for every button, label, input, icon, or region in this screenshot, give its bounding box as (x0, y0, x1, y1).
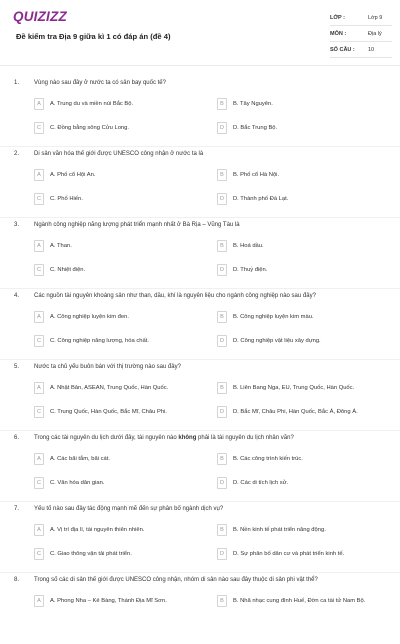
option-letter-box: C (34, 406, 44, 418)
question-text: Vùng nào sau đây ở nước ta có sân bay quốc tế? (34, 80, 166, 86)
answer-option-c[interactable] (34, 476, 202, 490)
option-letter-box: B (217, 311, 227, 323)
option-text: D. Bắc Trung Bộ. (233, 125, 278, 131)
option-letter-box: D (217, 335, 227, 347)
option-letter-box: D (217, 548, 227, 560)
option-text: D. Thành phố Đà Lạt. (233, 196, 289, 202)
quizizz-logo: QUIZIZZ (13, 9, 67, 24)
answer-option-c[interactable] (34, 334, 202, 348)
worksheet-header (0, 0, 400, 66)
question-list (0, 76, 400, 644)
option-letter-box: A (34, 169, 44, 181)
option-text: B. Nhã nhạc cung đình Huế, Đờn ca tài tử Nam Bộ. (233, 598, 366, 604)
question-text: Nước ta chủ yếu buôn bán với thị trường nào sau đây? (34, 364, 181, 370)
option-letter-box: B (217, 453, 227, 465)
option-text: D. Bắc Mĩ, Châu Phi, Hàn Quốc, Bắc Á, Đông Á. (233, 409, 358, 415)
answer-option-c[interactable] (34, 121, 202, 135)
answer-option-a[interactable] (34, 452, 202, 466)
question-item (0, 218, 400, 289)
option-letter-box: A (34, 311, 44, 323)
answer-option-a[interactable] (34, 239, 202, 253)
option-text: B. Hoá dầu. (233, 243, 264, 249)
option-text: D. Các di tích lịch sử. (233, 480, 289, 486)
question-item (0, 360, 400, 431)
question-number: 2. (14, 151, 20, 157)
answer-option-c[interactable] (34, 263, 202, 277)
option-text: C. Giao thông vận tải phát triển. (50, 551, 132, 557)
question-text-emphasis: không (178, 435, 197, 441)
option-text: B. Liên Bang Nga, EU, Trung Quốc, Hàn Quốc. (233, 385, 355, 391)
option-text: C. Công nghiệp năng lượng, hóa chất. (50, 338, 149, 344)
option-text: C. Nhiệt điện. (50, 267, 86, 273)
answer-option-b[interactable] (217, 452, 385, 466)
answer-option-d[interactable] (217, 405, 385, 419)
option-text: D. Công nghiệp vật liệu xây dựng. (233, 338, 321, 344)
option-letter-box: C (34, 122, 44, 134)
option-letter-box: A (34, 382, 44, 394)
option-letter-box: D (217, 477, 227, 489)
answer-option-a[interactable] (34, 594, 202, 608)
question-text-end: phải là tài nguyên du lịch nhân văn? (196, 435, 294, 441)
option-text: A. Phong Nha – Kẻ Bàng, Thánh Địa Mĩ Sơn. (50, 598, 167, 604)
answer-option-b[interactable] (217, 381, 385, 395)
answer-option-a[interactable] (34, 310, 202, 324)
option-text: A. Than. (50, 243, 72, 249)
question-item (0, 431, 400, 502)
meta-label: SỐ CÂU : (330, 46, 355, 53)
question-item (0, 573, 400, 644)
answer-option-d[interactable] (217, 476, 385, 490)
meta-label: LỚP : (330, 14, 345, 21)
answer-option-c[interactable] (34, 547, 202, 561)
option-text: B. Các công trình kiến trúc. (233, 456, 303, 462)
option-letter-box: D (217, 193, 227, 205)
question-number: 7. (14, 506, 20, 512)
answer-option-b[interactable] (217, 168, 385, 182)
option-text: B. Phố cổ Hà Nội. (233, 172, 280, 178)
meta-row-subject (330, 26, 392, 42)
answer-option-b[interactable] (217, 594, 385, 608)
option-text: C. Trung Quốc, Hàn Quốc, Bắc Mĩ, Châu Phi. (50, 409, 167, 415)
option-letter-box: C (34, 548, 44, 560)
option-letter-box: D (217, 122, 227, 134)
meta-label: MÔN : (330, 30, 347, 37)
answer-option-a[interactable] (34, 381, 202, 395)
answer-option-b[interactable] (217, 523, 385, 537)
option-text: B. Nền kinh tế phát triển năng động. (233, 527, 326, 533)
answer-option-b[interactable] (217, 239, 385, 253)
answer-option-c[interactable] (34, 405, 202, 419)
meta-row-question-count (330, 42, 392, 58)
answer-option-a[interactable] (34, 168, 202, 182)
question-item (0, 76, 400, 147)
option-text: C. Văn hóa dân gian. (50, 480, 105, 486)
option-text: A. Các bãi tắm, bãi cát. (50, 456, 110, 462)
answer-option-b[interactable] (217, 97, 385, 111)
option-text: D. Thuỷ điện. (233, 267, 268, 273)
question-text: Ngành công nghiệp năng lượng phát triển mạnh nhất ở Bà Rịa – Vũng Tàu là (34, 222, 240, 228)
option-text: C. Phố Hiến. (50, 196, 83, 202)
option-text: C. Đồng bằng sông Cửu Long. (50, 125, 129, 131)
option-letter-box: A (34, 524, 44, 536)
question-number: 4. (14, 293, 20, 299)
option-text: A. Công nghiệp luyện kim đen. (50, 314, 129, 320)
question-item (0, 147, 400, 218)
option-text: A. Nhật Bản, ASEAN, Trung Quốc, Hàn Quốc. (50, 385, 169, 391)
meta-value: Địa lý (368, 30, 382, 37)
question-text-start: Trong các tài nguyên du lịch dưới đây, tài nguyên nào (34, 435, 179, 441)
option-letter-box: C (34, 193, 44, 205)
answer-option-d[interactable] (217, 334, 385, 348)
option-text: A. Vị trí địa lí, tài nguyên thiên nhiên. (50, 527, 145, 533)
question-text (34, 435, 374, 441)
answer-option-c[interactable] (34, 192, 202, 206)
question-text: Các nguồn tài nguyên khoáng sản như than, dầu, khí là nguyên liệu cho ngành công nghiệp nào sau đây? (34, 293, 316, 299)
question-number: 5. (14, 364, 20, 370)
option-letter-box: B (217, 169, 227, 181)
option-letter-box: B (217, 382, 227, 394)
answer-option-d[interactable] (217, 192, 385, 206)
question-number: 6. (14, 435, 20, 441)
question-text: Di sản văn hóa thế giới được UNESCO công nhận ở nước ta là (34, 151, 204, 157)
option-letter-box: D (217, 406, 227, 418)
option-letter-box: B (217, 240, 227, 252)
meta-value: 10 (368, 46, 375, 53)
answer-option-b[interactable] (217, 310, 385, 324)
meta-row-class (330, 10, 392, 26)
option-text: B. Công nghiệp luyện kim màu. (233, 314, 314, 320)
answer-option-a[interactable] (34, 523, 202, 537)
meta-info-box (330, 10, 392, 58)
question-number: 3. (14, 222, 20, 228)
question-text: Trong số các di sản thế giới được UNESCO công nhận, nhóm di sản nào sau đây thuộc di sản phi vật thể? (34, 577, 318, 583)
option-text: A. Trung du và miền núi Bắc Bộ. (50, 101, 134, 107)
option-letter-box: C (34, 264, 44, 276)
answer-option-d[interactable] (217, 547, 385, 561)
option-letter-box: B (217, 524, 227, 536)
option-letter-box: A (34, 240, 44, 252)
answer-option-d[interactable] (217, 263, 385, 277)
question-text: Yếu tố nào sau đây tác động mạnh mẽ đến sự phân bố ngành dịch vụ? (34, 506, 224, 512)
option-letter-box: A (34, 453, 44, 465)
answer-option-d[interactable] (217, 121, 385, 135)
page-title: Đề kiểm tra Địa 9 giữa kì 1 có đáp án (đề 4) (16, 32, 171, 41)
option-letter-box: A (34, 595, 44, 607)
option-letter-box: B (217, 98, 227, 110)
option-letter-box: A (34, 98, 44, 110)
option-text: D. Sự phân bố dân cư và phát triển kinh tế. (233, 551, 345, 557)
option-text: A. Phố cổ Hội An. (50, 172, 96, 178)
option-text: B. Tây Nguyên. (233, 101, 273, 107)
question-item (0, 289, 400, 360)
question-number: 8. (14, 577, 20, 583)
option-letter-box: C (34, 477, 44, 489)
answer-option-a[interactable] (34, 97, 202, 111)
question-item (0, 502, 400, 573)
meta-value: Lớp 9 (368, 14, 383, 21)
option-letter-box: C (34, 335, 44, 347)
option-letter-box: D (217, 264, 227, 276)
question-number: 1. (14, 80, 20, 86)
option-letter-box: B (217, 595, 227, 607)
